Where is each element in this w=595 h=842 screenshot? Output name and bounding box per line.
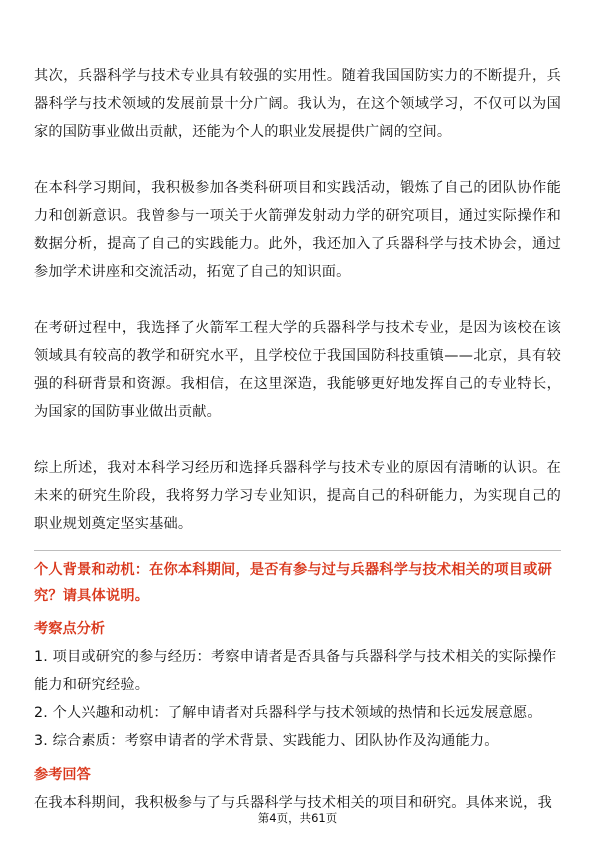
analysis-item-1: 1. 项目或研究的参与经历：考察申请者是否具备与兵器科学与技术相关的实际操作能力和研究经验。 [34, 649, 557, 693]
section-divider [34, 550, 561, 551]
paragraph-1: 其次，兵器科学与技术专业具有较强的实用性。随着我国国防实力的不断提升，兵器科学与技术领域的发展前景十分广阔。我认为，在这个领域学习，不仅可以为国家的国防事业做出贡献，还能为个人的职业发展提供广阔的空间。 [34, 68, 561, 140]
answer-heading: 参考回答 [34, 767, 91, 783]
page-number: 第4页，共61页 [257, 811, 338, 825]
analysis-item-3: 3. 综合素质：考察申请者的学术背景、实践能力、团队协作及沟通能力。 [34, 733, 499, 749]
analysis-heading: 考察点分析 [34, 621, 105, 637]
document-page [34, 62, 561, 817]
analysis-item-2: 2. 个人兴趣和动机：了解申请者对兵器科学与技术领域的热情和长远发展意愿。 [34, 705, 542, 721]
answer-text: 在我本科期间，我积极参与了与兵器科学与技术相关的项目和研究。具体来说，我 [34, 795, 552, 811]
paragraph-4: 综上所述，我对本科学习经历和选择兵器科学与技术专业的原因有清晰的认识。在未来的研究生阶段，我将努力学习专业知识，提高自己的科研能力，为实现自己的职业规划奠定坚实基础。 [34, 460, 561, 532]
interview-question: 个人背景和动机：在你本科期间，是否有参与过与兵器科学与技术相关的项目或研究？请具体说明。 [34, 562, 552, 604]
paragraph-2: 在本科学习期间，我积极参加各类科研项目和实践活动，锻炼了自己的团队协作能力和创新意识。我曾参与一项关于火箭弹发射动力学的研究项目，通过实际操作和数据分析，提高了自己的实践能力。此外，我还加入了兵器科学与技术协会，通过参加学术讲座和交流活动，拓宽了自己的知识面。 [34, 180, 561, 280]
paragraph-3: 在考研过程中，我选择了火箭军工程大学的兵器科学与技术专业，是因为该校在该领域具有较高的教学和研究水平，且学校位于我国国防科技重镇——北京，具有较强的科研背景和资源。我相信，在这里深造，我能够更好地发挥自己的专业特长，为国家的国防事业做出贡献。 [34, 320, 561, 420]
